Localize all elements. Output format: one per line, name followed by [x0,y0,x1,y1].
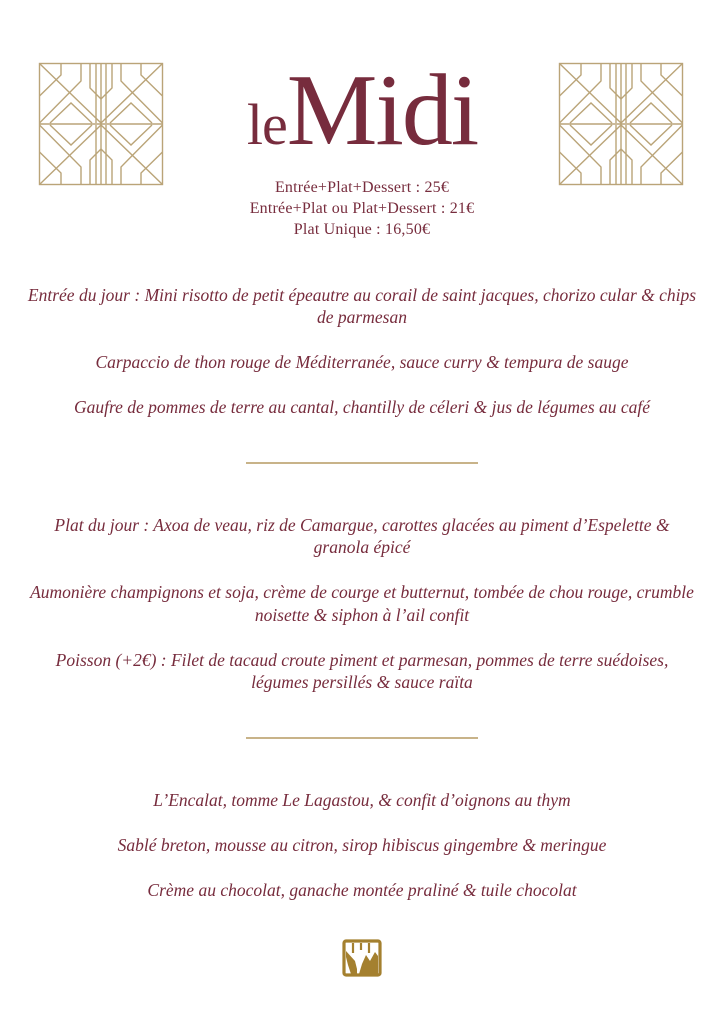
title-prefix: le [246,92,287,157]
menu-item: L’Encalat, tomme Le Lagastou, & confit d’oignons au thym [153,789,571,810]
section-divider [246,462,478,464]
menu-item: Crème au chocolat, ganache montée praliné & tuile chocolat [147,879,577,900]
section-entrees [26,284,698,418]
art-deco-ornament-top-left-icon [38,62,164,186]
menu-item: Poisson (+2€) : Filet de tacaud croute piment et parmesan, pommes de terre suédoises, légumes persillés & sauce raïta [55,649,669,692]
title-main: Midi [286,54,478,167]
menu-item: Entrée du jour : Mini risotto de petit épeautre au corail de saint jacques, chorizo cular & chips de parmesan [27,285,697,328]
menu-footer [0,939,724,977]
menu-item: Aumonière champignons et soja, crème de courge et butternut, tombée de chou rouge, crumble noisette & siphon à l’ail confit [30,582,694,625]
restaurant-logo-icon [342,964,382,981]
menu-item: Gaufre de pommes de terre au cantal, chantilly de céleri & jus de légumes au café [73,397,651,418]
art-deco-ornament-top-right-icon [558,62,684,186]
menu-item: Sablé breton, mousse au citron, sirop hibiscus gingembre & meringue [117,834,607,855]
formula-line-3: Plat Unique : 16,50€ [293,221,431,239]
formula-line-1: Entrée+Plat+Dessert : 25€ [274,178,450,196]
menu-item: Carpaccio de thon rouge de Méditerranée, sauce curry & tempura de sauge [95,352,629,373]
menu-body [26,284,698,901]
formula-line-2: Entrée+Plat ou Plat+Dessert : 21€ [249,199,475,217]
section-plats [26,514,698,692]
menu-item: Plat du jour : Axoa de veau, riz de Camargue, carottes glacées au piment d’Espelette & granola épicé [54,515,670,558]
section-divider [246,737,478,739]
menu-formulas [0,177,724,240]
section-desserts [26,789,698,901]
